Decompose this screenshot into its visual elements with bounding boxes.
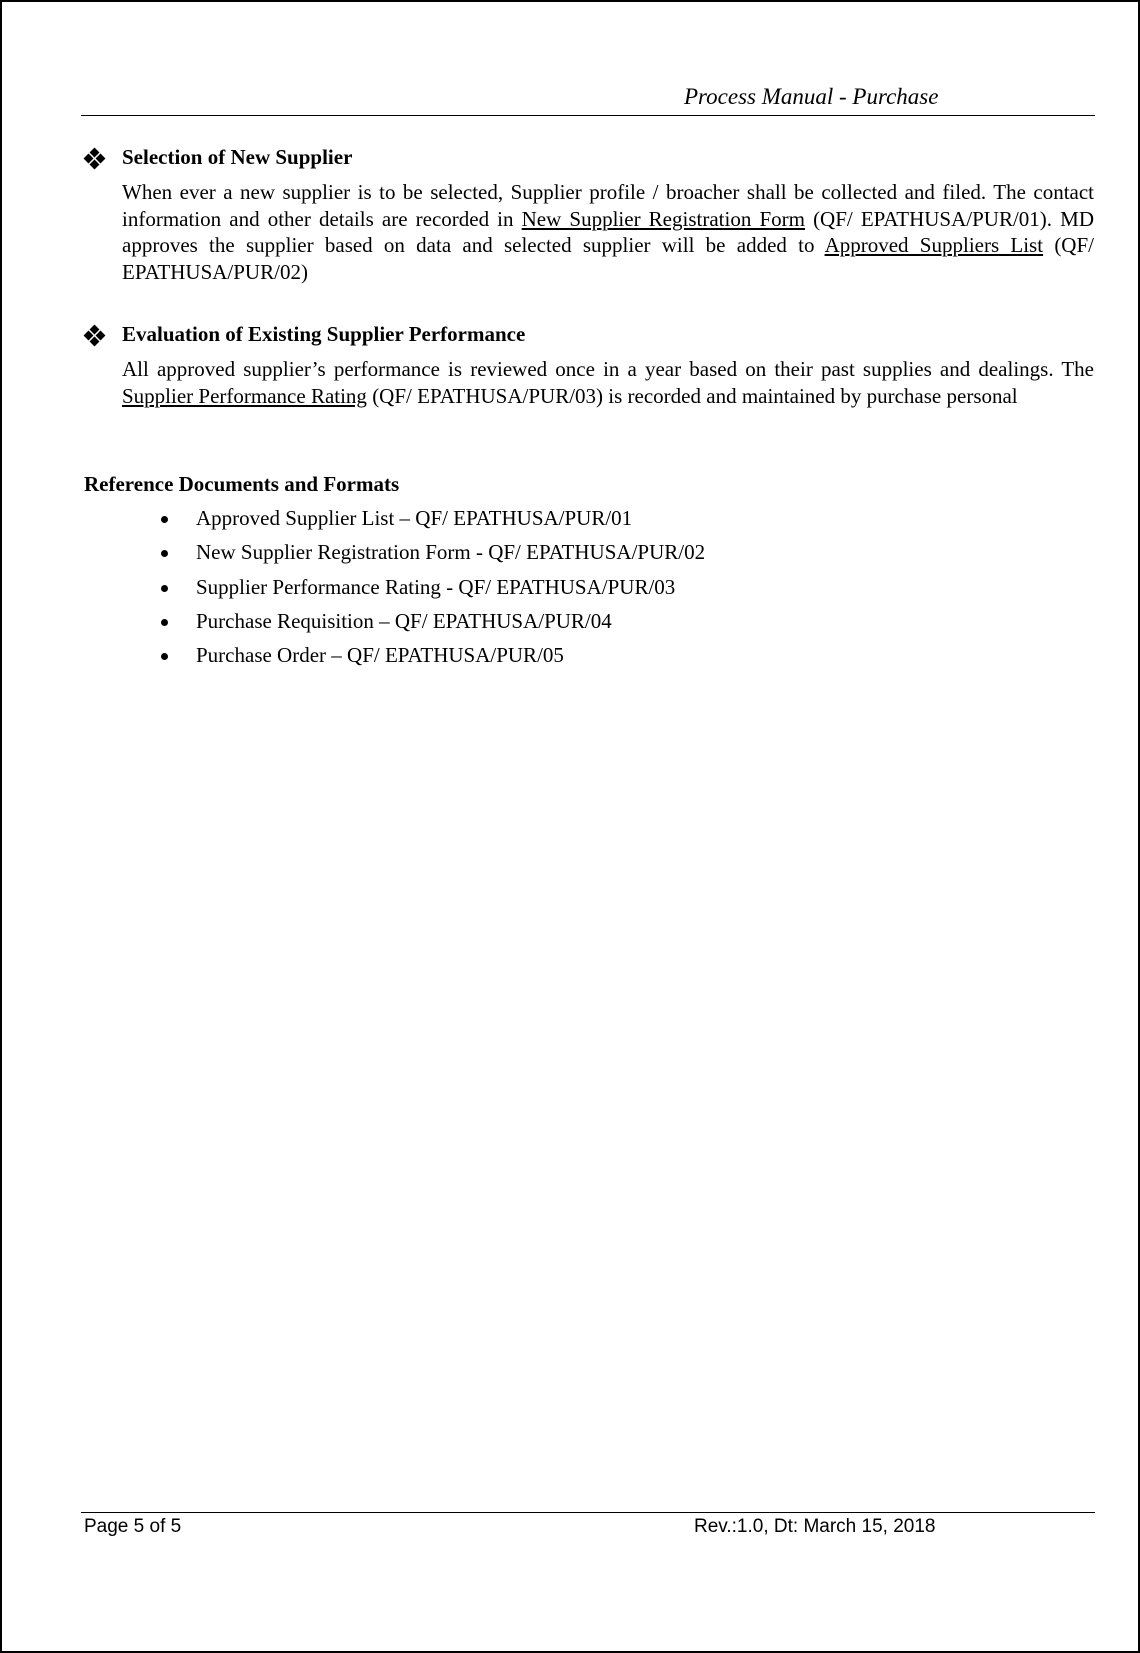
section-new-supplier	[84, 145, 1094, 285]
revision-date: Rev.:1.0, Dt: March 15, 2018	[694, 1516, 936, 1537]
list-item-text: Supplier Performance Rating - QF/ EPATHUSA/PUR/03	[196, 574, 676, 599]
supplier-performance-rating-ref: Supplier Performance Rating	[122, 383, 367, 408]
diamond-bullet-icon	[84, 148, 104, 168]
bullet-dot-icon	[161, 516, 168, 523]
page-number: Page 5 of 5	[84, 1516, 182, 1537]
list-item-text: Purchase Order – QF/ EPATHUSA/PUR/05	[196, 643, 564, 668]
paragraph-text: (QF/ EPATHUSA/PUR/03) is recorded and maintained by purchase personal	[366, 383, 1018, 408]
section-heading: Evaluation of Existing Supplier Performance	[122, 322, 526, 346]
paragraph-text: (QF/ EPATHUSA/PUR/01). MD approves the supplier based on data and selected supplier will be added to	[122, 206, 1094, 257]
bullet-dot-icon	[161, 585, 168, 592]
section-supplier-performance	[84, 322, 1094, 409]
header-title: Process Manual - Purchase	[684, 84, 939, 109]
header-rule	[81, 115, 1095, 116]
paragraph-text: (QF/ EPATHUSA/PUR/02)	[122, 233, 1094, 284]
approved-suppliers-list-ref: Approved Suppliers List	[824, 233, 1044, 257]
list-item-text: New Supplier Registration Form - QF/ EPATHUSA/PUR/02	[196, 540, 706, 565]
bullet-dot-icon	[161, 619, 168, 626]
diamond-bullet-icon	[84, 325, 104, 345]
section-paragraph	[122, 356, 1094, 409]
footer-rule	[81, 1512, 1095, 1513]
paragraph-text: All approved supplier’s performance is reviewed once in a year based on their past supplies and dealings. The	[122, 357, 1094, 381]
list-item-text: Purchase Requisition – QF/ EPATHUSA/PUR/04	[196, 608, 612, 633]
section-paragraph	[122, 179, 1094, 285]
list-item-text: Approved Supplier List – QF/ EPATHUSA/PUR/01	[196, 506, 633, 530]
paragraph-text: When ever a new supplier is to be selected, Supplier profile / broacher shall be collected and filed. The contact information and other details are recorded in	[122, 180, 1094, 231]
new-supplier-registration-form-ref: New Supplier Registration Form	[521, 206, 805, 231]
section-heading: Selection of New Supplier	[122, 145, 353, 169]
reference-heading: Reference Documents and Formats	[84, 472, 400, 496]
